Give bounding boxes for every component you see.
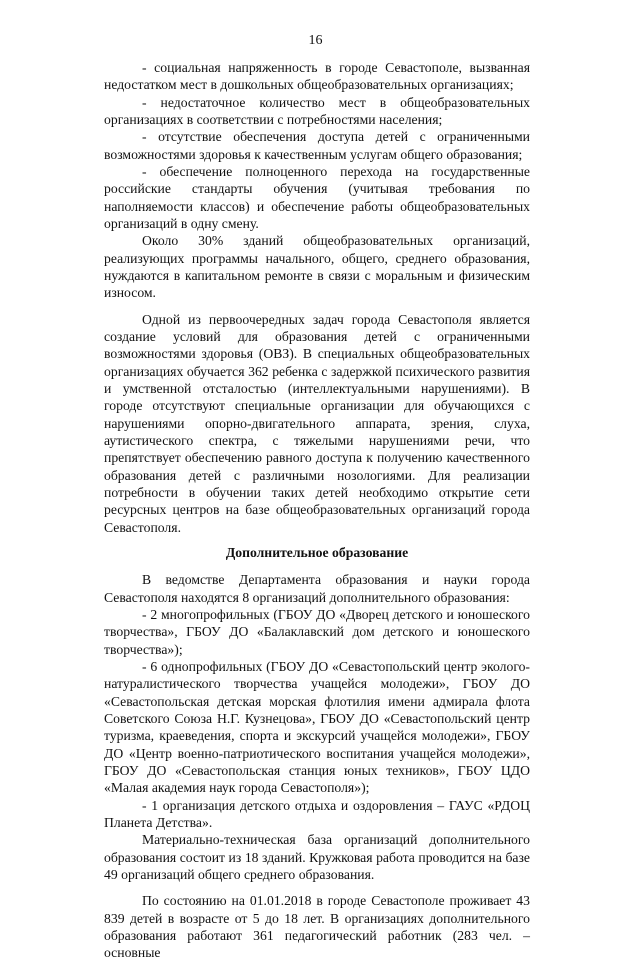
page-content (104, 59, 530, 962)
paragraph-special-needs: Одной из первоочередных задач города Севастополя является создание условий для образования детей с ограниченными возможностями здоровья (ОВЗ). В специальных общеобразовательных организациях обучается 362 ребенка с задержкой психического развития и умственной отсталостью (интеллектуальными нарушениями). В городе отсутствуют специальные организации для обучающихся с нарушениями опорно-двигательного аппарата, зрения, слуха, аутистического спектра, с тяжелыми нарушениями речи, что препятствует обеспечению равного доступа к получению качественного образования детей с различными нозологиями. Для реализации потребности в обучении таких детей необходимо открытие сети ресурсных центров на базе общеобразовательных организаций города Севастополя. (104, 311, 530, 535)
list-item-multiprofile: - 2 многопрофильных (ГБОУ ДО «Дворец детского и юношеского творчества», ГБОУ ДО «Балаклавский дом детского и юношеского творчества»); (104, 607, 530, 657)
list-item-recreation: - 1 организация детского отдыха и оздоровления – ГАУС «РДОЦ Планета Детства». (104, 797, 530, 831)
section-heading: Дополнительное образование (225, 544, 409, 560)
list-item-single-profile: - 6 однопрофильных (ГБОУ ДО «Севастопольский центр эколого-натуралистического творчества учащейся молодежи», ГБОУ ДО «Севастопольская детская морская флотилия имени адмирала флота Советского Союза Н.Г. Кузнецова», ГБОУ ДО «Севастопольский центр туризма, краеведения, спорта и экскурсий учащейся молодежи», ГБОУ ДО «Центр военно-патриотического воспитания учащейся молодежи», ГБОУ ДО «Севастопольская станция юных техников», ГБОУ ЦДО «Малая академия наук города Севастополя»); (104, 659, 530, 796)
list-item-school-capacity: - недостаточное количество мест в общеобразовательных организациях в соответствии с потребностями населения; (104, 94, 530, 128)
paragraph-building-repair: Около 30% зданий общеобразовательных организаций, реализующих программы начального, общего, среднего образования, нуждаются в капитальном ремонте в связи с моральным и физическим износом. (104, 233, 530, 301)
list-item-disabled-access: - отсутствие обеспечения доступа детей с ограниченными возможностями здоровья к качественным услугам общего образования; (104, 129, 530, 162)
page-number: 16 (308, 33, 323, 48)
list-item-kindergarten-shortage: - социальная напряженность в городе Севастополе, вызванная недостатком мест в дошкольных общеобразовательных организациях; (104, 60, 530, 93)
list-item-standards-transition: - обеспечение полноценного перехода на государственные российские стандарты обучения (учитывая требования по наполняемости классов) и обеспечение работы общеобразовательных организаций в одну смену. (104, 164, 530, 232)
paragraph-department-organizations: В ведомстве Департамента образования и науки города Севастополя находятся 8 организаций дополнительного образования: (104, 572, 530, 605)
paragraph-statistics: По состоянию на 01.01.2018 в городе Севастополе проживает 43 839 детей в возрасте от 5 до 18 лет. В организациях дополнительного образования работают 361 педагогический работник (283 чел. – основные (104, 893, 530, 961)
paragraph-material-base: Материально-техническая база организаций дополнительного образования состоит из 18 зданий. Кружковая работа проводится на базе 49 организаций общего среднего образования. (104, 832, 530, 883)
